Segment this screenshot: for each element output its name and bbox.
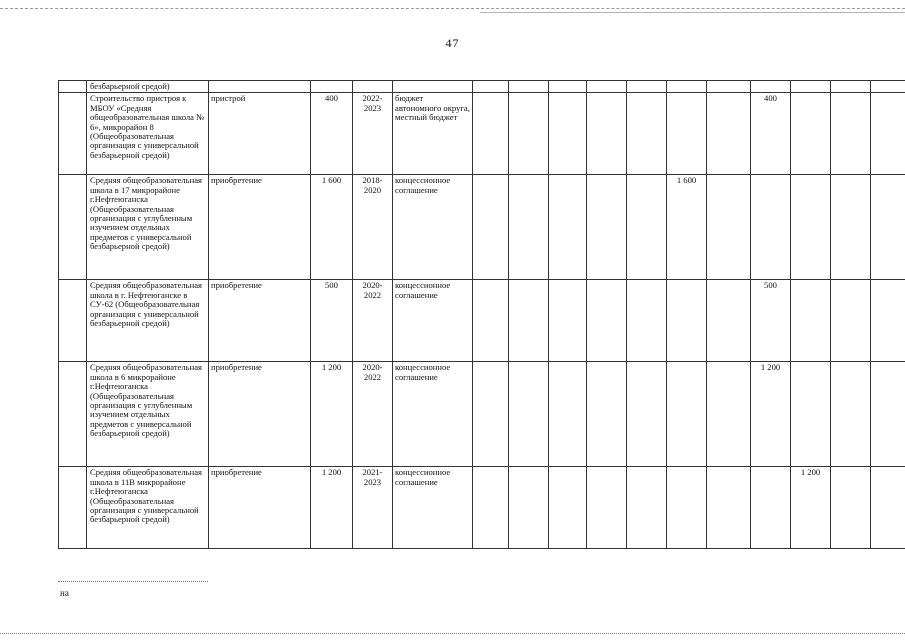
yearly-value-cell: 1 600 [667, 175, 707, 280]
yearly-value-cell [791, 175, 831, 280]
funding-source-cell: концессионное соглашение [393, 362, 473, 467]
yearly-value-cell [831, 81, 871, 93]
yearly-value-cell [751, 81, 791, 93]
yearly-value-cell [509, 93, 549, 175]
capacity-cell: 400 [311, 93, 353, 175]
row-number-cell [59, 175, 87, 280]
capacity-cell: 1 200 [311, 362, 353, 467]
yearly-value-cell: 400 [751, 93, 791, 175]
yearly-value-cell [627, 93, 667, 175]
yearly-value-cell [791, 280, 831, 362]
row-number-cell [59, 467, 87, 549]
facility-name-cell: Строительство пристроя к МБОУ «Средняя общеобразовательная школа № 6», микрорайон 8 (Общеобразовательная организация с универсальной безбарьерной средой) [87, 93, 209, 175]
table-row [59, 467, 905, 549]
table-row [59, 81, 905, 93]
yearly-value-cell [871, 280, 905, 362]
yearly-value-cell [549, 93, 587, 175]
yearly-value-cell [473, 175, 509, 280]
yearly-value-cell [549, 362, 587, 467]
scan-edge-top-secondary [480, 12, 905, 13]
row-number-cell [59, 93, 87, 175]
yearly-value-cell [871, 175, 905, 280]
yearly-value-cell [549, 175, 587, 280]
project-type-cell: приобретение [209, 175, 311, 280]
yearly-value-cell [667, 280, 707, 362]
funding-source-cell: концессионное соглашение [393, 467, 473, 549]
years-cell: 2020-2022 [353, 280, 393, 362]
table-row [59, 362, 905, 467]
yearly-value-cell [473, 93, 509, 175]
yearly-value-cell [509, 175, 549, 280]
facility-name-cell: Средняя общеобразовательная школа в 6 микрорайоне г.Нефтеюганска (Общеобразовательная организация с углубленным изучением отдельных предметов с универсальной безбарьерной средой) [87, 362, 209, 467]
yearly-value-cell [667, 81, 707, 93]
yearly-value-cell [707, 93, 751, 175]
yearly-value-cell: 1 200 [791, 467, 831, 549]
yearly-value-cell [791, 81, 831, 93]
years-cell: 2020-2022 [353, 362, 393, 467]
yearly-value-cell [831, 93, 871, 175]
funding-source-cell: концессионное соглашение [393, 175, 473, 280]
row-number-cell [59, 81, 87, 93]
yearly-value-cell [707, 362, 751, 467]
facility-name-cell: Средняя общеобразовательная школа в 11В микрорайоне г.Нефтеюганска (Общеобразовательная организация с универсальной безбарьерной средой) [87, 467, 209, 549]
facility-name-cell: Средняя общеобразовательная школа в 17 микрорайоне г.Нефтеюганска (Общеобразовательная организация с углубленным изучением отдельных предметов с универсальной безбарьерной средой) [87, 175, 209, 280]
yearly-value-cell [473, 81, 509, 93]
funding-source-cell [393, 81, 473, 93]
page-number: 47 [445, 36, 460, 50]
years-cell [353, 81, 393, 93]
yearly-value-cell [871, 362, 905, 467]
row-number-cell [59, 280, 87, 362]
schools-table [58, 80, 905, 549]
capacity-cell [311, 81, 353, 93]
yearly-value-cell [549, 81, 587, 93]
yearly-value-cell [627, 280, 667, 362]
yearly-value-cell [509, 467, 549, 549]
yearly-value-cell [791, 362, 831, 467]
yearly-value-cell [751, 467, 791, 549]
yearly-value-cell [707, 81, 751, 93]
yearly-value-cell [707, 467, 751, 549]
project-type-cell: приобретение [209, 362, 311, 467]
yearly-value-cell [627, 81, 667, 93]
yearly-value-cell [587, 81, 627, 93]
yearly-value-cell: 500 [751, 280, 791, 362]
project-type-cell: приобретение [209, 467, 311, 549]
yearly-value-cell [831, 467, 871, 549]
yearly-value-cell [831, 362, 871, 467]
yearly-value-cell: 1 200 [751, 362, 791, 467]
yearly-value-cell [627, 175, 667, 280]
yearly-value-cell [831, 175, 871, 280]
yearly-value-cell [473, 280, 509, 362]
scan-edge-top [0, 8, 905, 9]
capacity-cell: 500 [311, 280, 353, 362]
yearly-value-cell [751, 175, 791, 280]
funding-source-cell: концессионное соглашение [393, 280, 473, 362]
capacity-cell: 1 200 [311, 467, 353, 549]
yearly-value-cell [667, 467, 707, 549]
facility-name-cell: безбарьерной средой) [87, 81, 209, 93]
yearly-value-cell [667, 93, 707, 175]
yearly-value-cell [509, 81, 549, 93]
footer-rule [58, 581, 208, 582]
yearly-value-cell [587, 280, 627, 362]
scan-edge-bottom [0, 633, 905, 634]
yearly-value-cell [871, 81, 905, 93]
footnote-text: на [60, 588, 69, 598]
yearly-value-cell [707, 175, 751, 280]
project-type-cell: пристрой [209, 93, 311, 175]
facility-name-cell: Средняя общеобразовательная школа в г. Нефтеюганске в СУ-62 (Общеобразовательная организация с универсальной безбарьерной средой) [87, 280, 209, 362]
yearly-value-cell [549, 280, 587, 362]
yearly-value-cell [871, 467, 905, 549]
years-cell: 2021-2023 [353, 467, 393, 549]
funding-source-cell: бюджет автономного округа, местный бюджет [393, 93, 473, 175]
table-row [59, 280, 905, 362]
yearly-value-cell [587, 467, 627, 549]
project-type-cell: приобретение [209, 280, 311, 362]
yearly-value-cell [587, 175, 627, 280]
yearly-value-cell [549, 467, 587, 549]
yearly-value-cell [627, 362, 667, 467]
project-type-cell [209, 81, 311, 93]
table-row [59, 93, 905, 175]
yearly-value-cell [587, 362, 627, 467]
yearly-value-cell [667, 362, 707, 467]
yearly-value-cell [871, 93, 905, 175]
table-row [59, 175, 905, 280]
yearly-value-cell [791, 93, 831, 175]
capacity-cell: 1 600 [311, 175, 353, 280]
yearly-value-cell [587, 93, 627, 175]
yearly-value-cell [831, 280, 871, 362]
row-number-cell [59, 362, 87, 467]
yearly-value-cell [627, 467, 667, 549]
yearly-value-cell [473, 362, 509, 467]
yearly-value-cell [509, 362, 549, 467]
years-cell: 2018-2020 [353, 175, 393, 280]
years-cell: 2022-2023 [353, 93, 393, 175]
yearly-value-cell [509, 280, 549, 362]
yearly-value-cell [707, 280, 751, 362]
yearly-value-cell [473, 467, 509, 549]
